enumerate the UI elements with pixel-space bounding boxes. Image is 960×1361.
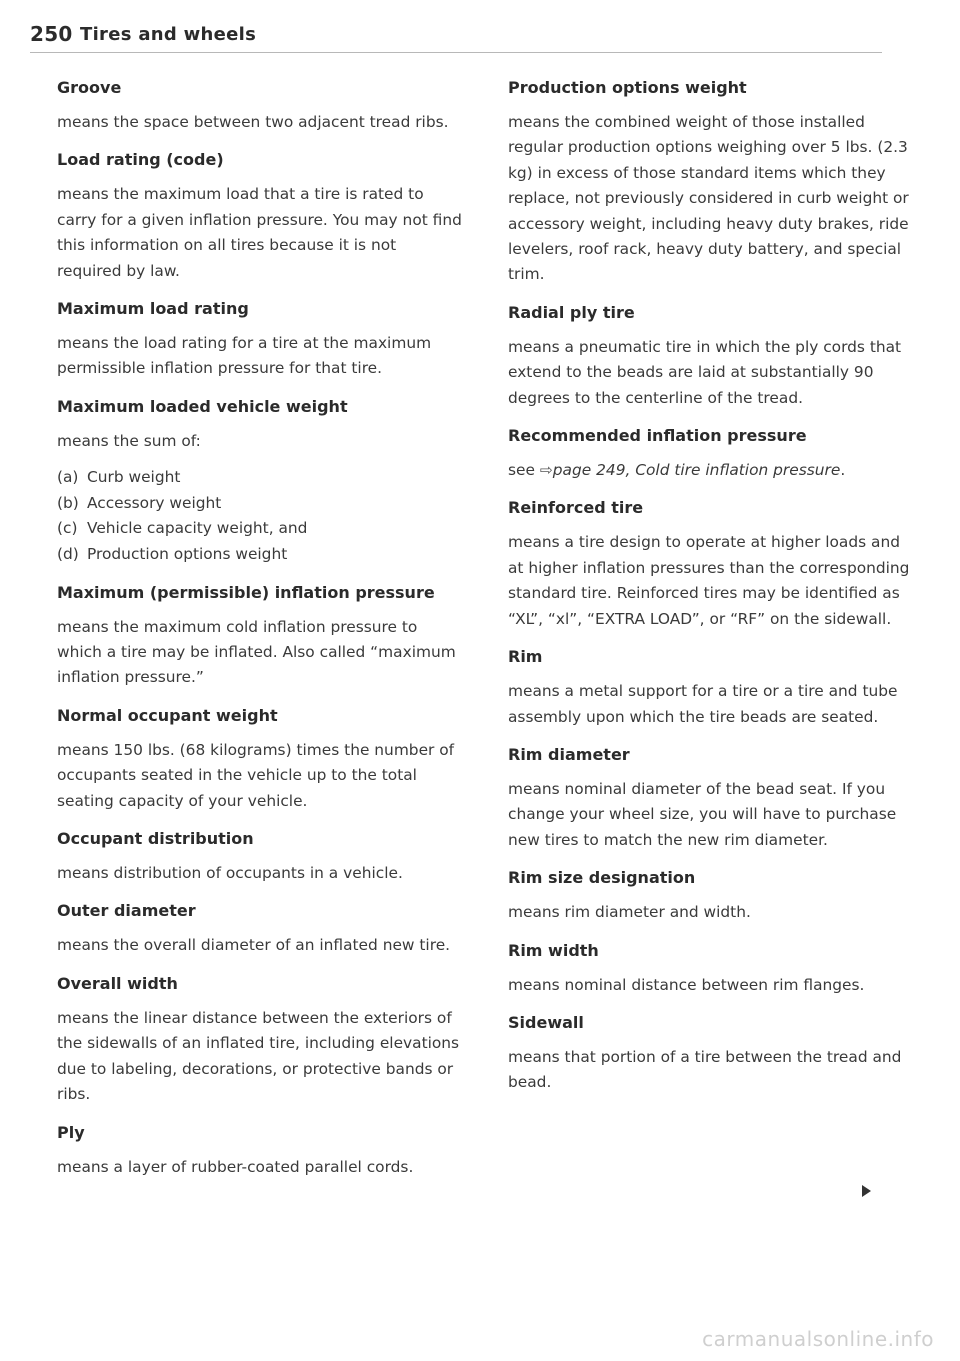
cross-reference-arrow-icon: ⇨ (539, 461, 553, 480)
entry-groove (57, 76, 463, 135)
right-column (508, 76, 914, 1109)
list-item (57, 516, 463, 542)
term-definition: means nominal diameter of the bead seat. If you change your wheel size, you will have to purchase new tires to match the new rim diameter. (508, 779, 897, 849)
cross-reference-link[interactable]: page 249, Cold tire inflation pressure (552, 461, 841, 480)
term-heading: Reinforced tire (508, 498, 644, 518)
term-definition: means the maximum load that a tire is rated to carry for a given inflation pressure. You may not find this information on all tires because it is not required by law. (57, 185, 462, 280)
term-definition: means that portion of a tire between the tread and bead. (508, 1047, 902, 1092)
term-definition: means the sum of: (57, 431, 201, 450)
list-item-text: Accessory weight (87, 493, 222, 512)
term-heading: Recommended inflation pressure (508, 426, 807, 446)
definition-suffix: . (840, 461, 846, 480)
entry-reinforced-tire (508, 496, 914, 632)
entry-maximum-inflation-pressure (57, 581, 463, 691)
term-heading: Groove (57, 78, 122, 97)
list-item-letter: (c) (57, 519, 78, 538)
term-heading: Rim size designation (508, 868, 696, 888)
entry-maximum-loaded-vehicle-weight (57, 395, 463, 568)
entry-sidewall (508, 1011, 914, 1096)
entry-production-options-weight (508, 76, 914, 288)
term-definition: means 150 lbs. (68 kilograms) times the number of occupants seated in the vehicle up to the total seating capacity of your vehicle. (57, 740, 455, 810)
term-heading: Maximum loaded vehicle weight (57, 396, 348, 416)
term-heading: Production options weight (508, 78, 747, 97)
term-definition: means the space between two adjacent tread ribs. (57, 113, 449, 131)
list-item-text: Production options weight (87, 545, 288, 564)
see-prefix: see (508, 461, 535, 480)
term-definition: means the maximum cold inflation pressure to which a tire may be inflated. Also called “maximum inflation pressure.” (57, 617, 456, 687)
term-heading: Ply (57, 1122, 85, 1142)
term-definition: means the overall diameter of an inflated new tire. (57, 936, 451, 955)
entry-load-rating (57, 148, 463, 284)
term-definition: means the combined weight of those installed regular production options weighing over 5 lbs. (2.3 kg) in excess of those standard items which they replace, not previously considered in curb weight or accessory weight, including heavy duty brakes, ride levelers, roof rack, heavy duty battery, and special trim. (508, 113, 909, 284)
term-definition: means the linear distance between the exteriors of the sidewalls of an inflated tire, including elevations due to labeling, decorations, or protective bands or ribs. (57, 1008, 460, 1104)
list-item (57, 491, 463, 517)
term-heading: Normal occupant weight (57, 705, 278, 725)
list-item (57, 542, 463, 568)
term-heading: Occupant distribution (57, 829, 254, 849)
entry-rim-diameter (508, 743, 914, 853)
entry-recommended-inflation-pressure (508, 424, 914, 483)
left-column (57, 76, 463, 1193)
term-definition: means a tire design to operate at higher loads and at higher inflation pressures than the corresponding standard tire. Reinforced tires may be identified as “XL”, “xl”, “EXTRA LOAD”, or “RF” on the sidewall. (508, 533, 910, 628)
term-heading: Outer diameter (57, 901, 196, 921)
term-definition (508, 458, 914, 483)
term-definition: means the load rating for a tire at the maximum permissible inflation pressure for that tire. (57, 334, 432, 378)
list-item-text: Vehicle capacity weight, and (87, 519, 308, 538)
list-item-letter: (a) (57, 468, 79, 487)
term-heading: Maximum load rating (57, 299, 249, 319)
entry-rim-size-designation (508, 866, 914, 925)
term-definition: means nominal distance between rim flanges. (508, 975, 865, 994)
term-heading: Sidewall (508, 1012, 584, 1032)
entry-overall-width (57, 972, 463, 1108)
term-definition: means distribution of occupants in a vehicle. (57, 864, 403, 883)
term-heading: Overall width (57, 973, 178, 993)
list-item-letter: (b) (57, 493, 79, 512)
entry-radial-ply-tire (508, 301, 914, 411)
entry-rim-width (508, 939, 914, 998)
entry-outer-diameter (57, 899, 463, 958)
term-heading: Load rating (code) (57, 150, 224, 170)
section-title: Tires and wheels (80, 24, 257, 45)
term-definition: means a pneumatic tire in which the ply cords that extend to the beads are laid at substantially 90 degrees to the centerline of the tread. (508, 337, 902, 407)
term-heading: Rim width (508, 940, 599, 960)
continue-arrow-icon (862, 1185, 871, 1197)
entry-ply (57, 1121, 463, 1180)
term-heading: Rim (508, 647, 543, 667)
entry-rim (508, 645, 914, 730)
list-item (57, 465, 463, 491)
page-number: 250 (30, 22, 73, 46)
term-heading: Radial ply tire (508, 302, 635, 322)
term-definition: means rim diameter and width. (508, 903, 751, 922)
list-item-letter: (d) (57, 545, 79, 564)
term-heading: Rim diameter (508, 744, 630, 764)
entry-maximum-load-rating (57, 297, 463, 382)
entry-occupant-distribution (57, 827, 463, 886)
page-header (30, 22, 882, 53)
list-item-text: Curb weight (87, 468, 181, 487)
watermark: carmanualsonline.info (702, 1327, 934, 1351)
term-heading: Maximum (permissible) inflation pressure (57, 582, 435, 602)
term-definition: means a layer of rubber-coated parallel cords. (57, 1157, 414, 1176)
term-definition: means a metal support for a tire or a tire and tube assembly upon which the tire beads are seated. (508, 682, 898, 726)
entry-normal-occupant-weight (57, 704, 463, 814)
weight-components-list (57, 465, 463, 567)
